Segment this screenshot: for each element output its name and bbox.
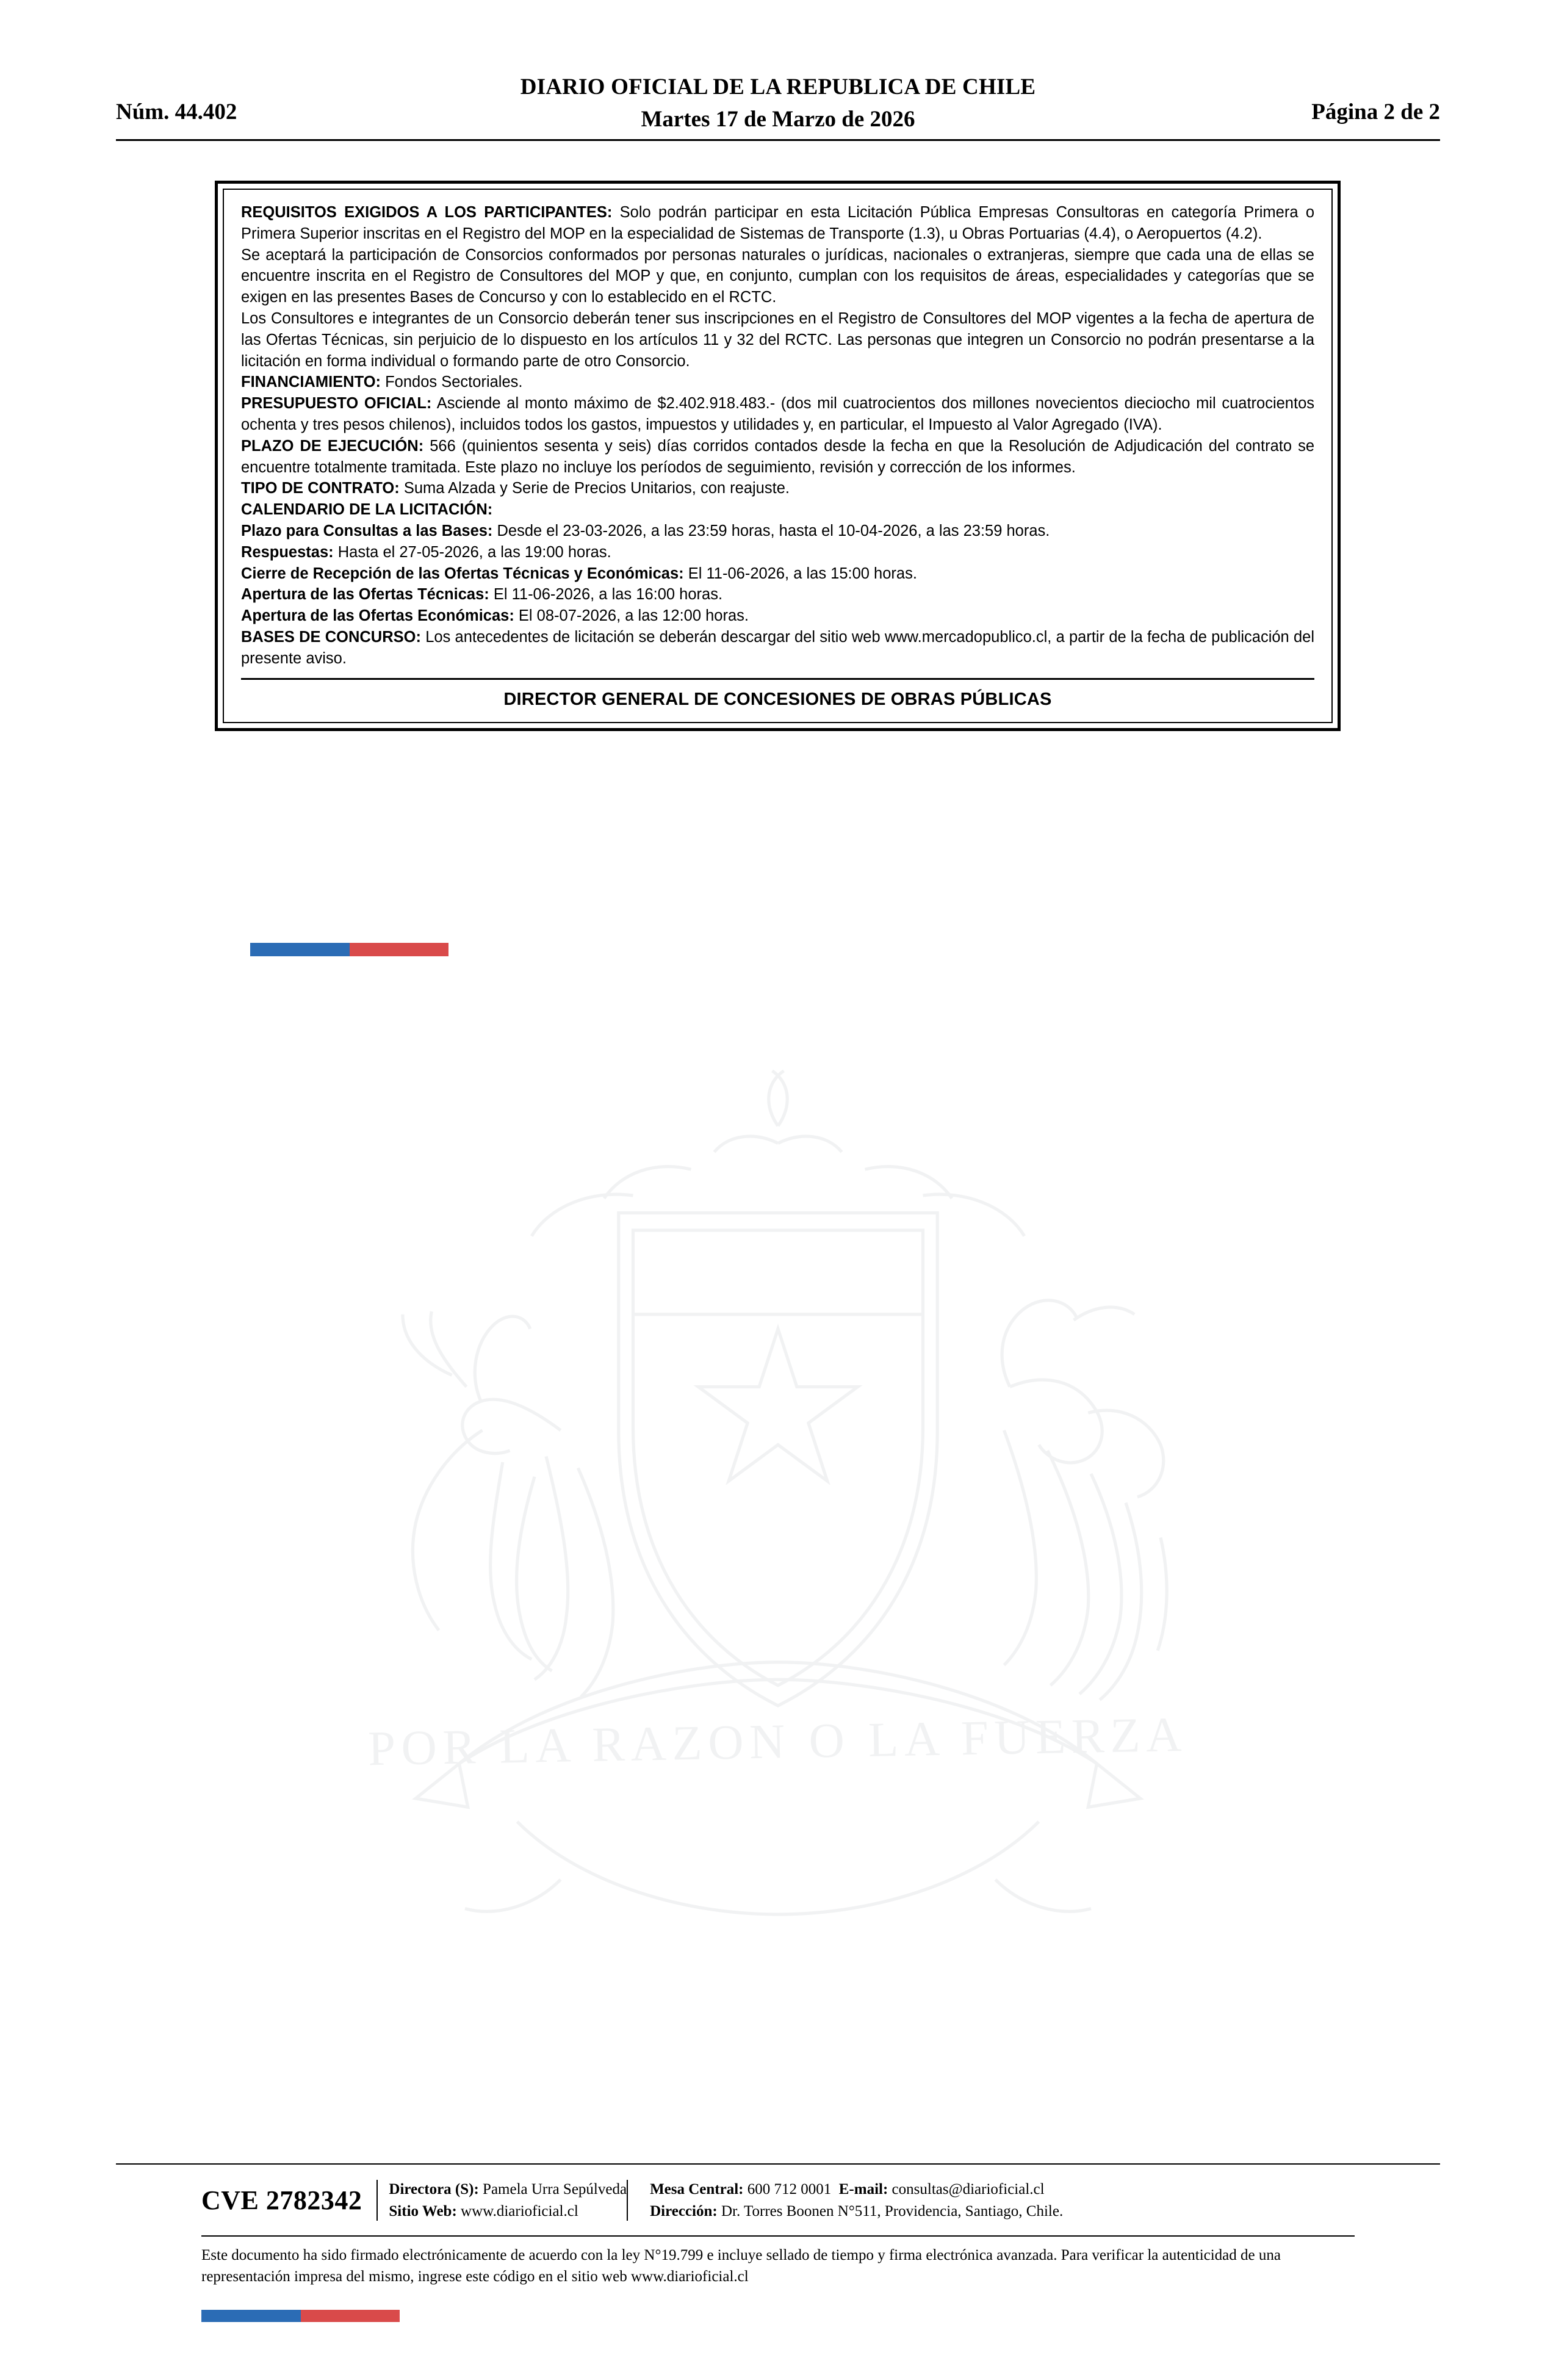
flag-blue-segment-bottom [201, 2310, 301, 2322]
notice-paragraph-label: Respuestas: [241, 543, 334, 561]
notice-paragraph-label: PLAZO DE EJECUCIÓN: [241, 437, 424, 455]
notice-paragraph [241, 499, 1314, 521]
masthead [116, 73, 1440, 134]
notice-paragraph-label: REQUISITOS EXIGIDOS A LOS PARTICIPANTES: [241, 204, 613, 221]
footer-label-directora: Directora (S): [389, 2181, 479, 2198]
footer-label-mesa-central: Mesa Central: [650, 2181, 744, 2198]
notice-paragraph [241, 393, 1314, 436]
flag-blue-segment [250, 943, 350, 956]
notice-paragraph-label: Plazo para Consultas a las Bases: [241, 522, 493, 539]
header-divider [116, 139, 1440, 141]
notice-inner-frame [223, 189, 1333, 723]
notice-body [241, 202, 1314, 669]
notice-paragraph [241, 202, 1314, 245]
footer-divider-top [116, 2163, 1440, 2165]
footer-value-email[interactable]: consultas@diarioficial.cl [888, 2181, 1045, 2198]
notice-paragraph-text: Asciende al monto máximo de $2.402.918.483.- (dos mil cuatrocientos dos millones novecientos dieciocho mil cuatrocientos ochenta y tres pesos chilenos), incluidos todos los gastos, impuestos y utilidades y, en particular, el Impuesto al Valor Agregado (IVA). [241, 395, 1314, 433]
notice-paragraph-text: 566 (quinientos sesenta y seis) días corridos contados desde la fecha en que la Resolución de Adjudicación del contrato se encuentre totalmente tramitada. Este plazo no incluye los períodos de seguimiento, revisión y corrección de los informes. [241, 437, 1314, 476]
page-footer [116, 2173, 1440, 2227]
flag-accent-bar-top [250, 943, 448, 956]
footer-value-mesa-central: 600 712 0001 [743, 2181, 832, 2198]
footer-line-direccion [650, 2201, 1063, 2223]
page-number: Página 2 de 2 [1311, 99, 1440, 124]
notice-paragraph [241, 584, 1314, 605]
notice-paragraph-text: Se aceptará la participación de Consorcios conformados por personas naturales o jurídicas, nacionales o extranjeras, siempre que cada una de ellas se encuentre inscrita en el Registro de Consultores del MOP y que, en conjunto, cumplan con los requisitos de áreas, especialidades y categorías que se exigen en las presentes Bases de Concurso y con lo establecido en el RCTC. [241, 246, 1314, 306]
footer-value-sitio-web[interactable]: www.diarioficial.cl [456, 2202, 578, 2220]
notice-paragraph [241, 627, 1314, 669]
footer-label-sitio-web: Sitio Web: [389, 2202, 457, 2220]
flag-red-segment-bottom [301, 2310, 400, 2322]
publication-title: DIARIO OFICIAL DE LA REPUBLICA DE CHILE [520, 74, 1036, 99]
footer-column-contacto [639, 2179, 1063, 2222]
flag-accent-bar-bottom [201, 2310, 400, 2322]
footer-value-directora: Pamela Urra Sepúlveda [478, 2181, 627, 2198]
notice-paragraph-text: Los Consultores e integrantes de un Consorcio deberán tener sus inscripciones en el Registro de Consultores del MOP vigentes a la fecha de apertura de las Ofertas Técnicas, sin perjuicio de lo dispuesto en los artículos 11 y 32 del RCTC. Las personas que integren un Consorcio no podrán presentarse a la licitación en forma individual o formando parte de otro Consorcio. [241, 309, 1314, 370]
notice-paragraph-label: Cierre de Recepción de las Ofertas Técnicas y Económicas: [241, 564, 684, 582]
footer-column-directora [389, 2179, 627, 2222]
footer-label-direccion: Dirección: [650, 2202, 718, 2220]
footer-line-directora [389, 2179, 627, 2201]
notice-paragraph-text: Desde el 23-03-2026, a las 23:59 horas, hasta el 10-04-2026, a las 23:59 horas. [492, 522, 1050, 539]
cve-code: CVE 2782342 [201, 2185, 362, 2215]
publication-date: Martes 17 de Marzo de 2026 [641, 107, 915, 132]
notice-paragraph [241, 521, 1314, 542]
notice-paragraph [241, 372, 1314, 393]
footer-value-direccion: Dr. Torres Boonen N°511, Providencia, Santiago, Chile. [717, 2202, 1064, 2220]
footer-separator-2 [627, 2180, 628, 2221]
svg-text:POR LA RAZON O LA FUERZA: POR LA RAZON O LA FUERZA [367, 1707, 1188, 1776]
notice-paragraph [241, 308, 1314, 372]
notice-paragraph [241, 563, 1314, 585]
notice-paragraph-text: El 11-06-2026, a las 16:00 horas. [489, 586, 723, 604]
notice-paragraph-label: TIPO DE CONTRATO: [241, 480, 400, 497]
signature-title: DIRECTOR GENERAL DE CONCESIONES DE OBRAS PÚBLICAS [503, 689, 1052, 709]
issue-number: Núm. 44.402 [116, 99, 237, 124]
notice-paragraph [241, 436, 1314, 478]
footer-label-email: E-mail: [838, 2181, 888, 2198]
notice-paragraph-text: Hasta el 27-05-2026, a las 19:00 horas. [333, 543, 611, 561]
notice-paragraph-text: El 08-07-2026, a las 12:00 horas. [514, 607, 749, 625]
page-header [116, 73, 1440, 134]
flag-red-segment [350, 943, 449, 956]
footer-separator-1 [376, 2180, 378, 2221]
notice-paragraph [241, 478, 1314, 499]
notice-paragraph [241, 605, 1314, 627]
notice-paragraph-text: El 11-06-2026, a las 15:00 horas. [683, 564, 917, 582]
notice-paragraph [241, 245, 1314, 308]
footer-divider-mid [201, 2235, 1355, 2237]
footer-line-mesa-central [650, 2179, 1063, 2201]
legal-notice: Este documento ha sido firmado electrónicamente de acuerdo con la ley N°19.799 e incluye sellado de tiempo y firma electrónica avanzada. Para verificar la autenticidad de una representación impresa del mismo, ingrese este código en el sitio web www.diarioficial.cl [201, 2247, 1281, 2285]
notice-box [215, 181, 1341, 731]
notice-paragraph-label: Apertura de las Ofertas Económicas: [241, 607, 514, 625]
notice-paragraph-text: Fondos Sectoriales. [381, 373, 523, 391]
notice-paragraph-label: CALENDARIO DE LA LICITACIÓN: [241, 501, 493, 519]
notice-paragraph-label: FINANCIAMIENTO: [241, 373, 381, 391]
notice-paragraph-label: PRESUPUESTO OFICIAL: [241, 395, 432, 413]
footer-row [116, 2173, 1440, 2227]
footer-line-sitio-web [389, 2201, 627, 2223]
notice-paragraph-text: Los antecedentes de licitación se deberán descargar del sitio web www.mercadopublico.cl, a partir de la fecha de publicación del presente aviso. [241, 628, 1314, 667]
notice-paragraph [241, 542, 1314, 563]
notice-paragraph-label: Apertura de las Ofertas Técnicas: [241, 586, 489, 604]
notice-paragraph-text: Suma Alzada y Serie de Precios Unitarios, con reajuste. [399, 480, 790, 497]
coat-of-arms-watermark [198, 952, 1358, 2111]
notice-paragraph-text: Solo podrán participar en esta Licitación Pública Empresas Consultoras en categoría Primera o Primera Superior inscritas en el Registro del MOP en la especialidad de Sistemas de Transporte (1.3), u Obras Portuarias (4.4), o Aeropuertos (4.2). [241, 204, 1314, 242]
notice-paragraph-label: BASES DE CONCURSO: [241, 628, 421, 646]
